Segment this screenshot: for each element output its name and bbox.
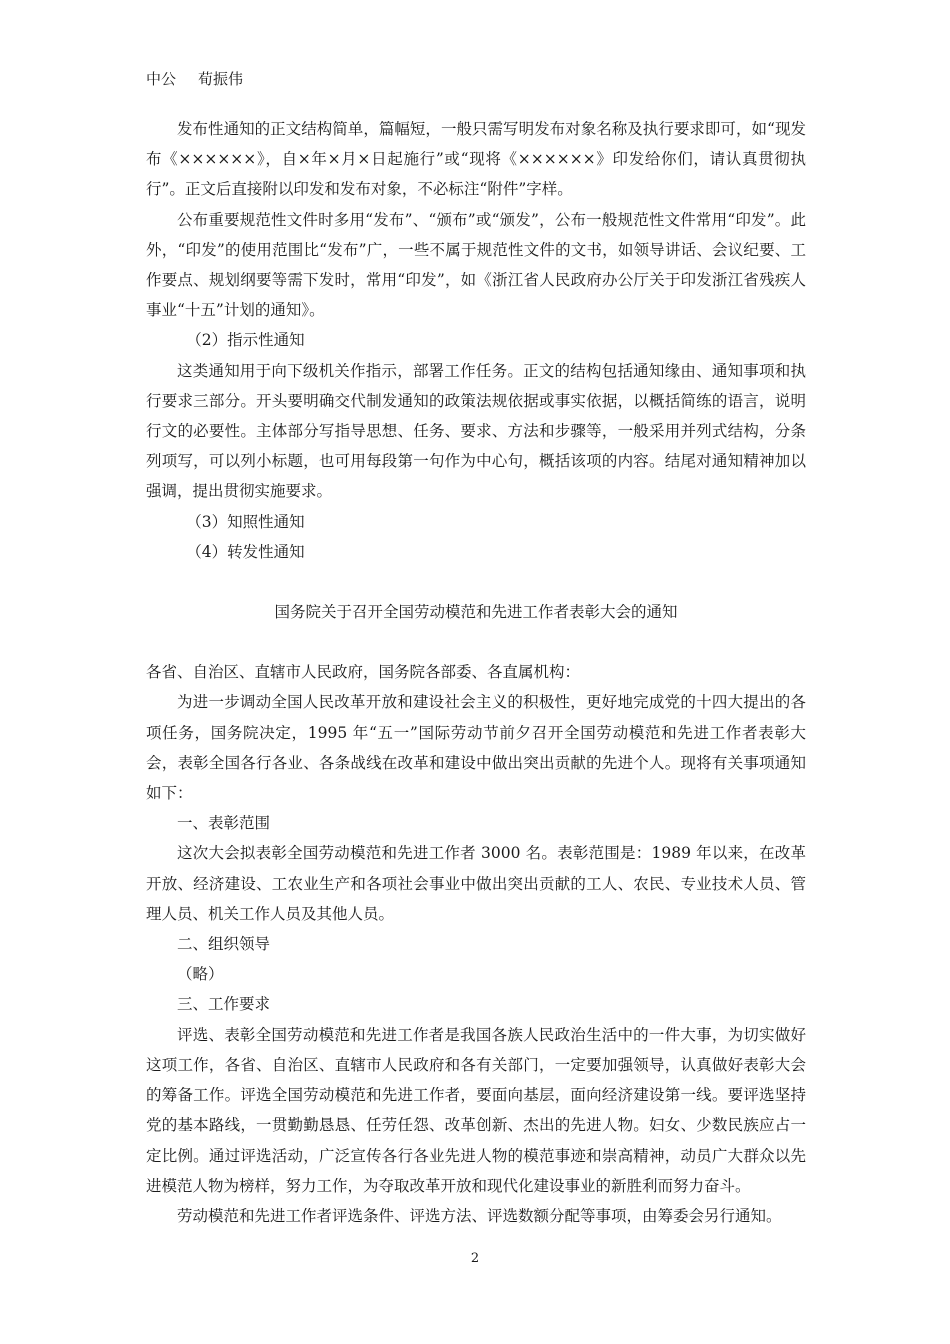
header-author: 荀振伟 — [198, 70, 244, 88]
header-org: 中公 — [146, 70, 177, 88]
subheading-informative-notice: （3）知照性通知 — [186, 512, 305, 531]
paragraph-directive-notice: 这类通知用于向下级机关作指示，部署工作任务。正文的结构包括通知缘由、通知事项和执行要求三部分。开头要明确交代制发通知的政策法规依据或事实依据，以概括简练的语言，说明行文的必要性。主体部分写指导思想、任务、要求、方法和步骤等，一般采用并列式结构，分条列项写，可以列小标题，也可用每段第一句作为中心句，概括该项的内容。结尾对通知精神加以强调，提出贯彻实施要求。 — [146, 361, 806, 501]
notice-title: 国务院关于召开全国劳动模范和先进工作者表彰大会的通知 — [274, 603, 678, 622]
subheading-forwarding-notice: （4）转发性通知 — [186, 542, 305, 561]
section-heading-organization: 二、组织领导 — [177, 935, 271, 954]
page-number: 2 — [470, 1251, 480, 1266]
section-heading-scope: 一、表彰范围 — [177, 814, 271, 833]
section-heading-requirements: 三、工作要求 — [177, 995, 271, 1014]
paragraph-closing: 劳动模范和先进工作者评选条件、评选方法、评选数额分配等事项，由筹委会另行通知。 — [177, 1206, 782, 1225]
omitted-note: （略） — [177, 965, 224, 984]
document-body — [146, 114, 806, 1231]
subheading-directive-notice: （2）指示性通知 — [186, 331, 305, 350]
paragraph-notice-intro: 为进一步调动全国人民改革开放和建设社会主义的积极性，更好地完成党的十四大提出的各项任务，国务院决定，1995 年“五一”国际劳动节前夕召开全国劳动模范和先进工作者表彰大会，表彰全国各行各业、各条战线在改革和建设中做出突出贡献的先进个人。现将有关事项通知如下： — [146, 693, 806, 803]
paragraph-publish-terms: 公布重要规范性文件时多用“发布”、“颁布”或“颁发”，公布一般规范性文件常用“印发”。此外，“印发”的使用范围比“发布”广，一些不属于规范性文件的文书，如领导讲话、会议纪要、工作要点、规划纲要等需下发时，常用“印发”，如《浙江省人民政府办公厅关于印发浙江省残疾人事业“十五”计划的通知》。 — [146, 210, 806, 320]
paragraph-scope: 这次大会拟表彰全国劳动模范和先进工作者 3000 名。表彰范围是：1989 年以来，在改革开放、经济建设、工农业生产和各项社会事业中做出突出贡献的工人、农民、专业技术人员、管理人员、机关工作人员及其他人员。 — [146, 844, 806, 923]
paragraph-requirements: 评选、表彰全国劳动模范和先进工作者是我国各族人民政治生活中的一件大事，为切实做好这项工作，各省、自治区、直辖市人民政府和各有关部门，一定要加强领导，认真做好表彰大会的筹备工作。评选全国劳动模范和先进工作者，要面向基层，面向经济建设第一线。要评选坚持党的基本路线，一贯勤勤恳恳、任劳任怨、改革创新、杰出的先进人物。妇女、少数民族应占一定比例。通过评选活动，广泛宣传各行各业先进人物的模范事迹和崇高精神，动员广大群众以先进模范人物为榜样，努力工作，为夺取改革开放和现代化建设事业的新胜利而努力奋斗。 — [146, 1025, 806, 1195]
paragraph-publish-notice: 发布性通知的正文结构简单，篇幅短，一般只需写明发布对象名称及执行要求即可，如“现发布《××××××》，自×年×月×日起施行”或“现将《××××××》印发给你们，请认真贯彻执行”。正文后直接附以印发和发布对象，不必标注“附件”字样。 — [146, 120, 806, 199]
page-header — [146, 68, 243, 90]
notice-addressee: 各省、自治区、直辖市人民政府，国务院各部委、各直属机构： — [146, 663, 581, 682]
